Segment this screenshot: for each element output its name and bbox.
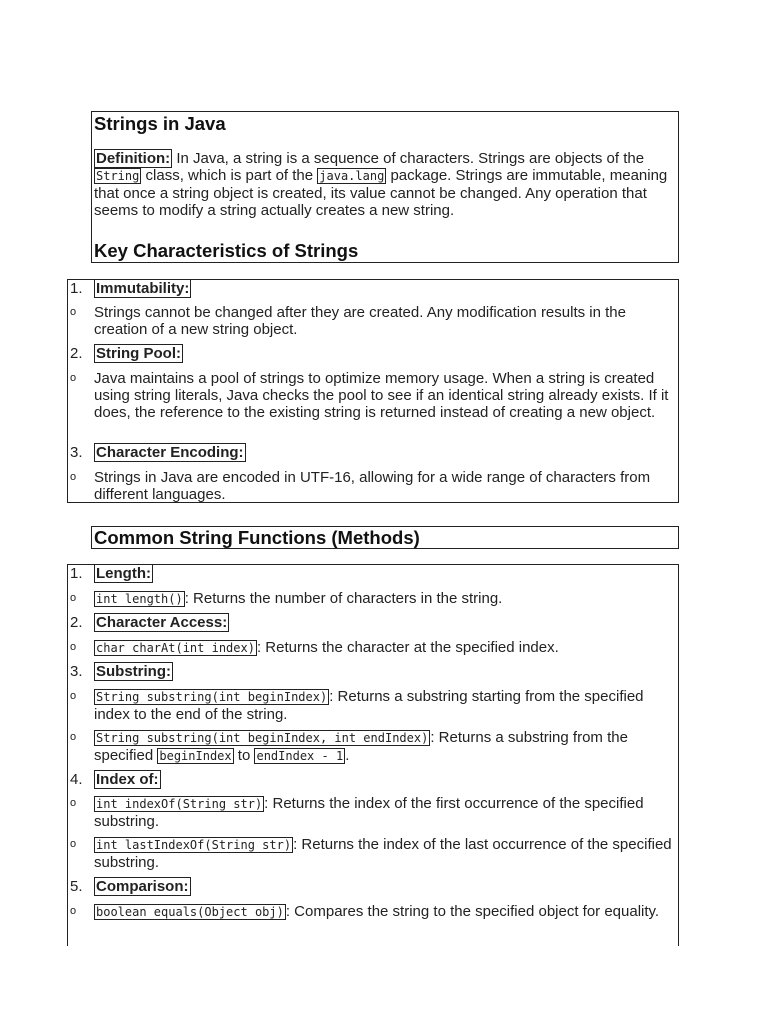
item-label: Index of: <box>96 771 159 788</box>
code-signature: String substring(int beginIndex) <box>96 690 328 704</box>
key-characteristics-heading: Key Characteristics of Strings <box>94 240 359 261</box>
bullet-icon: o <box>70 797 77 809</box>
item-detail: : Returns the number of characters in the string. <box>184 590 503 607</box>
item-detail: : Returns a substring starting from the specified index to the end of the string. <box>94 688 644 723</box>
page-title: Strings in Java <box>94 113 226 134</box>
code-string: String <box>96 169 140 183</box>
item-number: 4. <box>70 771 83 788</box>
bullet-icon: o <box>70 306 77 318</box>
definition-text: In Java, a string is a sequence of characters. Strings are objects of the <box>172 150 645 167</box>
bullet-icon: o <box>70 372 77 384</box>
code-signature: char charAt(int index) <box>96 641 255 655</box>
definition-paragraph <box>94 150 674 219</box>
code-signature: int indexOf(String str) <box>96 797 263 811</box>
bullet-icon: o <box>70 641 77 653</box>
item-detail: Java maintains a pool of strings to optimize memory usage. When a string is created using string literals, Java checks the pool to see if an identical string already exists. If it does, the reference to the existing string is returned instead of creating a new object. <box>94 370 669 421</box>
key-characteristics-list <box>67 279 679 503</box>
code-signature: int length() <box>96 592 183 606</box>
code-signature: boolean equals(Object obj) <box>96 905 284 919</box>
definition-text: class, which is part of the <box>141 167 318 184</box>
bullet-icon: o <box>70 690 77 702</box>
functions-title-box <box>91 526 679 549</box>
item-number: 3. <box>70 663 83 680</box>
item-label: Length: <box>96 565 151 582</box>
item-number: 1. <box>70 565 83 582</box>
item-label: Substring: <box>96 663 171 680</box>
item-detail: : Returns the index of the first occurrence of the specified substring. <box>94 795 644 830</box>
item-number: 3. <box>70 444 83 461</box>
definition-text: package. Strings are immutable, meaning that once a string object is created, its value cannot be changed. Any operation that seems to modify a string actually creates a new string. <box>94 167 668 219</box>
bullet-icon: o <box>70 905 77 917</box>
item-label: Immutability: <box>96 280 190 297</box>
code-signature: int lastIndexOf(String str) <box>96 838 292 852</box>
item-detail: Strings cannot be changed after they are created. Any modification results in the creation of a new string object. <box>94 304 626 338</box>
bullet-icon: o <box>70 731 77 743</box>
bullet-icon: o <box>70 471 77 483</box>
code-signature: String substring(int beginIndex, int endIndex) <box>96 731 429 745</box>
item-detail: : Compares the string to the specified object for equality. <box>285 903 660 920</box>
bullet-icon: o <box>70 838 77 850</box>
item-number: 5. <box>70 878 83 895</box>
item-label: String Pool: <box>96 345 181 362</box>
item-detail: . <box>345 747 350 764</box>
functions-heading: Common String Functions (Methods) <box>94 527 420 548</box>
item-detail: Strings in Java are encoded in UTF-16, allowing for a wide range of characters from different languages. <box>94 469 651 503</box>
code-java-lang: java.lang <box>319 169 385 183</box>
functions-list <box>67 564 679 946</box>
item-label: Character Encoding: <box>96 444 244 461</box>
item-detail: : Returns the character at the specified index. <box>256 639 559 656</box>
item-label: Comparison: <box>96 878 189 895</box>
item-detail: : Returns the index of the last occurrence of the specified substring. <box>94 836 672 871</box>
item-number: 2. <box>70 614 83 631</box>
item-number: 1. <box>70 280 83 297</box>
item-detail: : Returns a substring from the specified <box>94 729 628 764</box>
code-end-index: endIndex - 1 <box>256 749 344 763</box>
intro-section <box>91 111 679 263</box>
item-label: Character Access: <box>96 614 228 631</box>
bullet-icon: o <box>70 592 77 604</box>
definition-label: Definition: <box>96 150 171 167</box>
item-detail: to <box>233 747 255 764</box>
item-number: 2. <box>70 345 83 362</box>
code-begin-index: beginIndex <box>159 749 232 763</box>
